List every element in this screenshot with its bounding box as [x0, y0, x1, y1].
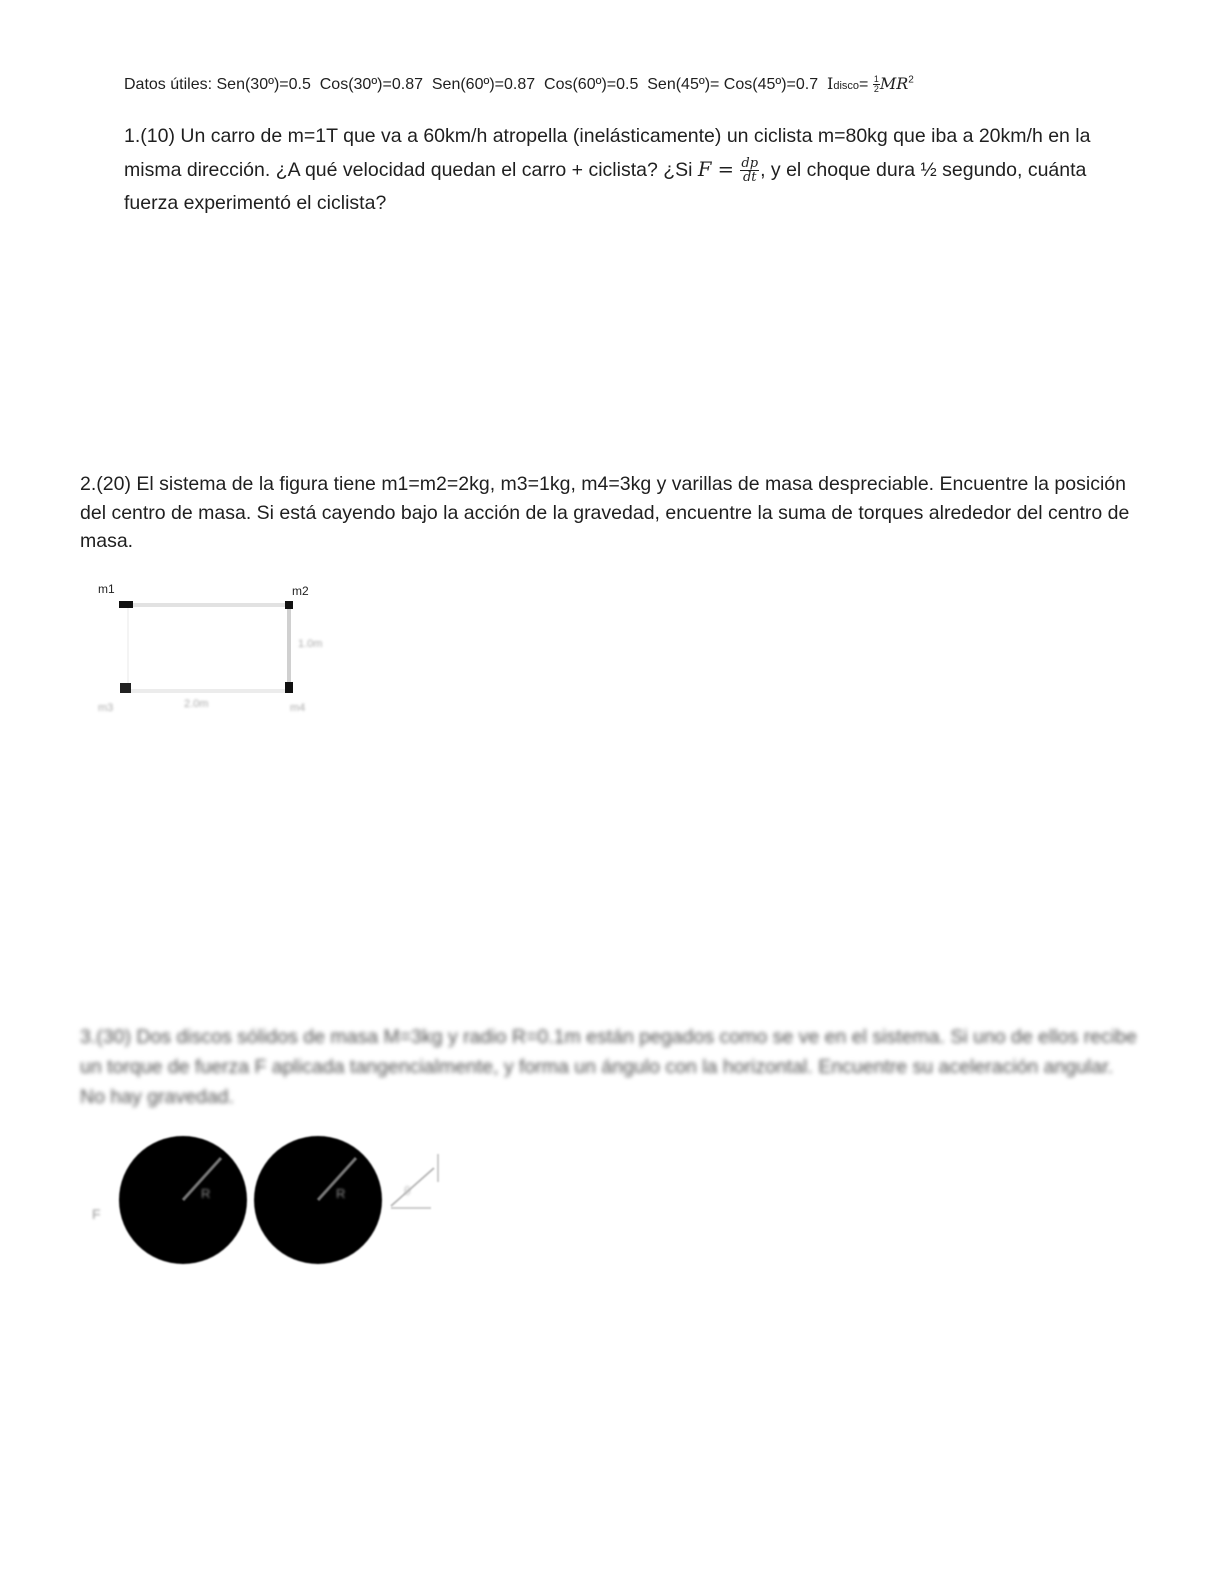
formula-lhs: F = [697, 158, 734, 181]
mass-m1 [119, 601, 133, 608]
inertia-eq: = [859, 76, 869, 93]
mass-system-figure [86, 576, 346, 726]
mass-m4 [285, 682, 293, 693]
inertia-fraction [873, 75, 880, 94]
problem-2: 2.(20) El sistema de la figura tiene m1=m2=2kg, m3=1kg, m4=3kg y varillas de masa despreciable. Encuentre la posición del centro de masa. Si está cayendo bajo la acción de la gravedad, encuentre la suma de torques alrededor del centro de masa. [80, 473, 1130, 552]
mass-m2 [285, 601, 293, 609]
label-m1: m1 [98, 582, 115, 596]
formula-den: dt [742, 170, 757, 186]
mass-m3 [120, 683, 131, 693]
inertia-formula [827, 76, 914, 93]
rods-diagram [86, 576, 346, 726]
frac-den: 2 [873, 84, 879, 95]
label-bottom-length: 2.0m [184, 698, 209, 710]
dato-item: Cos(30º)=0.87 [319, 76, 423, 93]
label-r1: R [201, 1186, 211, 1201]
formula-num: dp [741, 156, 759, 172]
problem-1 [124, 120, 1134, 220]
dato-item: Sen(30º)=0.5 [216, 76, 311, 93]
dato-item: Sen(45º)= Cos(45º)=0.7 [647, 76, 819, 93]
problem-1-text-b: , y el choque dura ½ segundo, cuánta fuerza experimentó el ciclista? [124, 159, 1087, 214]
formula-fraction [740, 157, 759, 184]
problem-3: 3.(30) Dos discos sólidos de masa M=3kg y radio R=0.1m están pegados como se ve en el sistema. Si uno de ellos recibe un torque de fuerza F aplicada tangencialmente, y forma un ángulo con la horizontal. Encuentre su aceleración angular. No hay gravedad. [80, 1026, 1137, 1108]
label-angle: θ [404, 1184, 411, 1198]
label-m3: m3 [98, 702, 114, 714]
discs-diagram [86, 1130, 466, 1290]
inertia-sub: disco [833, 80, 860, 92]
label-m2: m2 [292, 584, 309, 598]
problem-1-text-a: 1.(10) Un carro de m=1T que va a 60km/h atropella (inelásticamente) un ciclista m=80kg que iba a 20km/h en la misma dirección. ¿A qué velocidad quedan el carro + ciclista? ¿Si [124, 125, 1091, 181]
label-m4: m4 [290, 702, 306, 714]
inertia-exp: 2 [908, 74, 914, 86]
inertia-symbol: I [827, 74, 834, 93]
force-arrow [391, 1168, 434, 1206]
frac-num: 1 [873, 74, 879, 85]
dato-item: Cos(60º)=0.5 [544, 76, 639, 93]
label-left: F [92, 1206, 101, 1222]
label-r2: R [336, 1186, 346, 1201]
datos-utiles-line [124, 74, 914, 94]
label-side-length: 1.0m [298, 638, 323, 650]
datos-label: Datos útiles: [124, 76, 213, 93]
dato-item: Sen(60º)=0.87 [431, 76, 536, 93]
inertia-rest: MR [879, 74, 909, 93]
discs-figure [86, 1130, 466, 1290]
